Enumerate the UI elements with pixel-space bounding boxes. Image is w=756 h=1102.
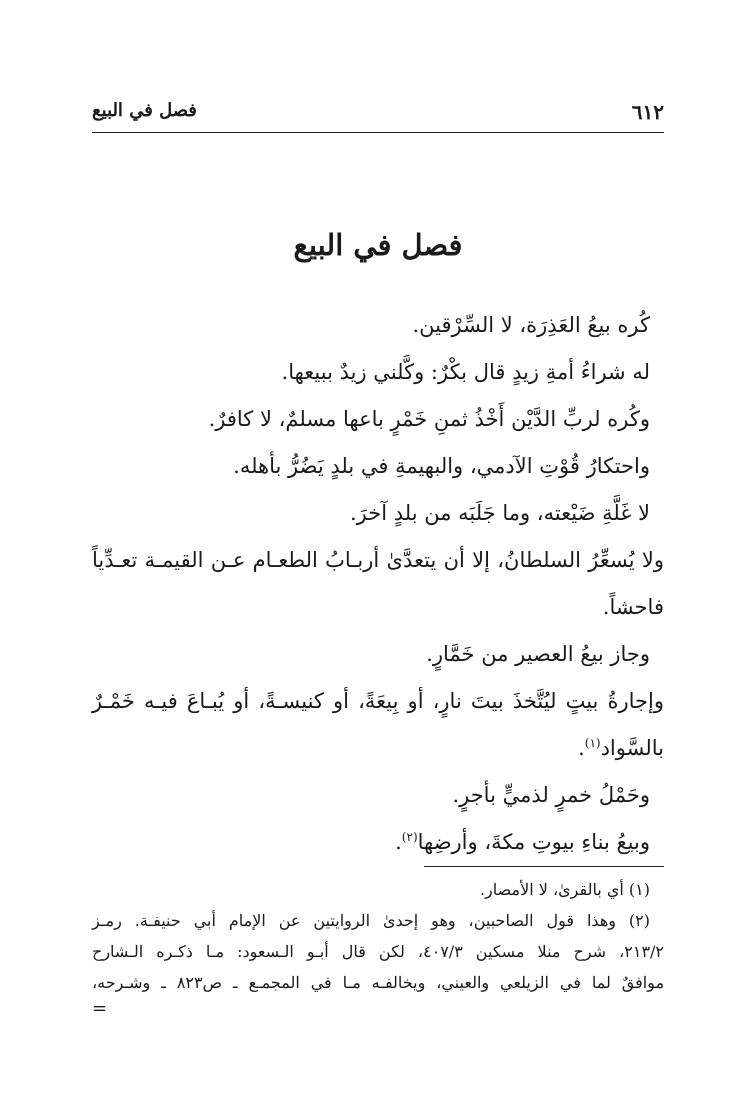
body-line: له شراءُ أمةِ زيدٍ قال بكْرٌ: وكَّلني زيدٌ ببيعها. xyxy=(281,360,650,384)
page-number: ٦١٢ xyxy=(631,100,664,124)
running-title: فصل في البيع xyxy=(92,100,197,121)
footnote-line: ٢١٣/٢، شرح منلا مسكين ٤٠٧/٣، لكن قال أبـو الـسعود: مـا ذكـره الـشارح xyxy=(92,942,665,961)
body-line: وحَمْلُ خمرٍ لذميٍّ بأجرٍ. xyxy=(452,783,650,807)
footnote-line: (٢) وهذا قول الصاحبين، وهو إحدىٰ الروايتين عن الإمام أبي حنيفـة. رمـز xyxy=(92,911,650,930)
body-line: وجاز بيعُ العصير من خَمَّارٍ. xyxy=(426,642,650,666)
body-text xyxy=(92,302,664,866)
running-header xyxy=(92,96,664,133)
footnote-ref: (١) xyxy=(584,736,601,750)
body-line: وإجارةُ بيتٍ ليُتَّخذَ بيتَ نارٍ، أو بِيعَةً، أو كنيسـةً، أو يُبـاعَ فيـه خَمْـرٌ xyxy=(92,689,664,713)
body-line: كُره بيعُ العَذِرَة، لا السِّرْقين. xyxy=(412,313,650,337)
chapter-title: فصل في البيع xyxy=(293,228,463,262)
continuation-mark: = xyxy=(92,998,108,1019)
body-line: ولا يُسعِّرُ السلطانُ، إلا أن يتعدَّىٰ أربـابُ الطعـام عـن القيمـة تعـدِّياً xyxy=(92,548,664,572)
footnotes xyxy=(92,874,664,1020)
footnote-line: موافقٌ لما في الزيلعي والعيني، ويخالفـه مـا في المجمـع ـ ص٨٢٣ ـ وشـرحه، xyxy=(92,973,665,992)
body-line: وكُره لربِّ الدَّيْن أَخْذُ ثمنِ خَمْرٍ باعها مسلمٌ، لا كافرٌ. xyxy=(208,407,650,431)
body-line: لا غَلَّةِ ضَيْعته، وما جَلَبَه من بلدٍ آخرَ. xyxy=(349,501,650,525)
body-line: فاحشاً. xyxy=(602,595,664,619)
body-line: واحتكارُ قُوْتِ الآدمي، والبهيمةِ في بلدٍ يَضُرُّ بأهله. xyxy=(233,454,650,478)
footnote-line: (١) أي بالقرىٰ، لا الأمصار. xyxy=(479,880,650,899)
footnote-separator xyxy=(424,866,664,867)
footnote-ref: (٢) xyxy=(401,830,418,844)
body-line: بالسَّواد$^{(١)}$. xyxy=(578,736,664,760)
body-line: وبيعُ بناءِ بيوتِ مكةَ، وأرضِها$^{(٢)}$. xyxy=(395,830,650,854)
